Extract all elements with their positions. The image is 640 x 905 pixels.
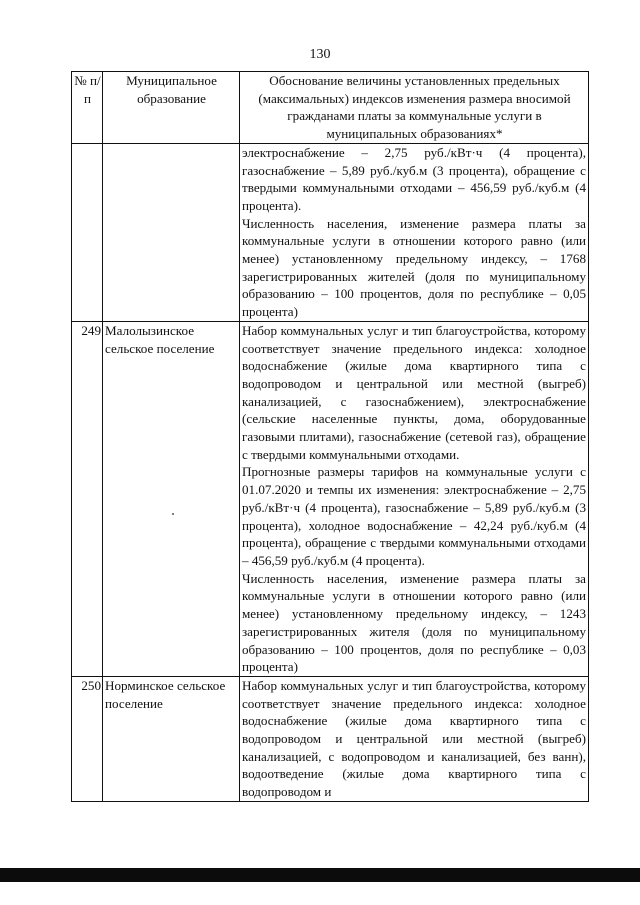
table-header-row <box>72 72 589 144</box>
header-justification: Обоснование величины установленных предельных (максимальных) индексов изменения размера вносимой гражданами платы за коммунальные услуги в муниципальных образованиях* <box>240 72 589 144</box>
justification-paragraph: Прогнозные размеры тарифов на коммунальные услуги с 01.07.2020 и темпы их изменения: электроснабжение – 2,75 руб./кВт·ч (4 процента), газоснабжение – 5,89 руб./куб.м (3 процента), холодное водоснабжение – 42,24 руб./куб.м (4 процента), обращение с твердыми коммунальными отходами – 456,59 руб./куб.м (4 процента). <box>242 464 586 568</box>
page-number: 130 <box>309 47 331 62</box>
row-number: 250 <box>72 676 103 801</box>
municipality-name <box>103 143 240 321</box>
municipality-name: Норминское сельское поселение <box>103 676 240 801</box>
row-number <box>72 143 103 321</box>
table-row <box>72 321 589 676</box>
justification-paragraph: электроснабжение – 2,75 руб./кВт·ч (4 процента), газоснабжение – 5,89 руб./куб.м (3 процента), обращение с твердыми коммунальными отходами – 456,59 руб./куб.м (4 процента). <box>242 144 586 213</box>
justification-cell <box>240 321 589 676</box>
justification-paragraph: Численность населения, изменение размера платы за коммунальные услуги в отношении которого равно (или менее) установленному предельному индексу, – 1243 зарегистрированных жителя (доля по муниципальному образованию – 100 процентов, доля по республике – 0,03 процента) <box>242 570 586 675</box>
index-justification-table <box>71 71 589 802</box>
table-row <box>72 676 589 801</box>
justification-paragraph: Набор коммунальных услуг и тип благоустройства, которому соответствует значение предельного индекса: холодное водоснабжение (жилые дома квартирного типа с водопроводом и центральной или местной (выгреб) канализацией, с газоснабжением), электроснабжение (сельские населенные пункты, дома, оборудованные газовыми плитами), газоснабжение (сетевой газ), обращение с твердыми коммунальными отходами. <box>242 322 586 462</box>
municipality-name: Малолызинское сельское поселение <box>103 321 240 676</box>
justification-cell <box>240 676 589 801</box>
justification-paragraph: Численность населения, изменение размера платы за коммунальные услуги в отношении которого равно (или менее) установленному предельному индексу, – 1768 зарегистрированных жителей (доля по муниципальному образованию – 100 процентов, доля по республике – 0,05 процента) <box>242 215 586 320</box>
justification-paragraph: Набор коммунальных услуг и тип благоустройства, которому соответствует значение предельного индекса: холодное водоснабжение (жилые дома квартирного типа с водопроводом и центральной или местной (выгреб) канализацией, с водопроводом и канализацией, без ванн), водоотведение (жилые дома квартирного типа с водопроводом и <box>242 677 586 800</box>
table-row <box>72 143 589 321</box>
header-municipality: Муниципальное образование <box>103 72 240 144</box>
justification-cell <box>240 143 589 321</box>
header-num: № п/п <box>72 72 103 144</box>
scan-speck <box>172 513 174 515</box>
row-number: 249 <box>72 321 103 676</box>
scan-bottom-bar <box>0 868 640 882</box>
